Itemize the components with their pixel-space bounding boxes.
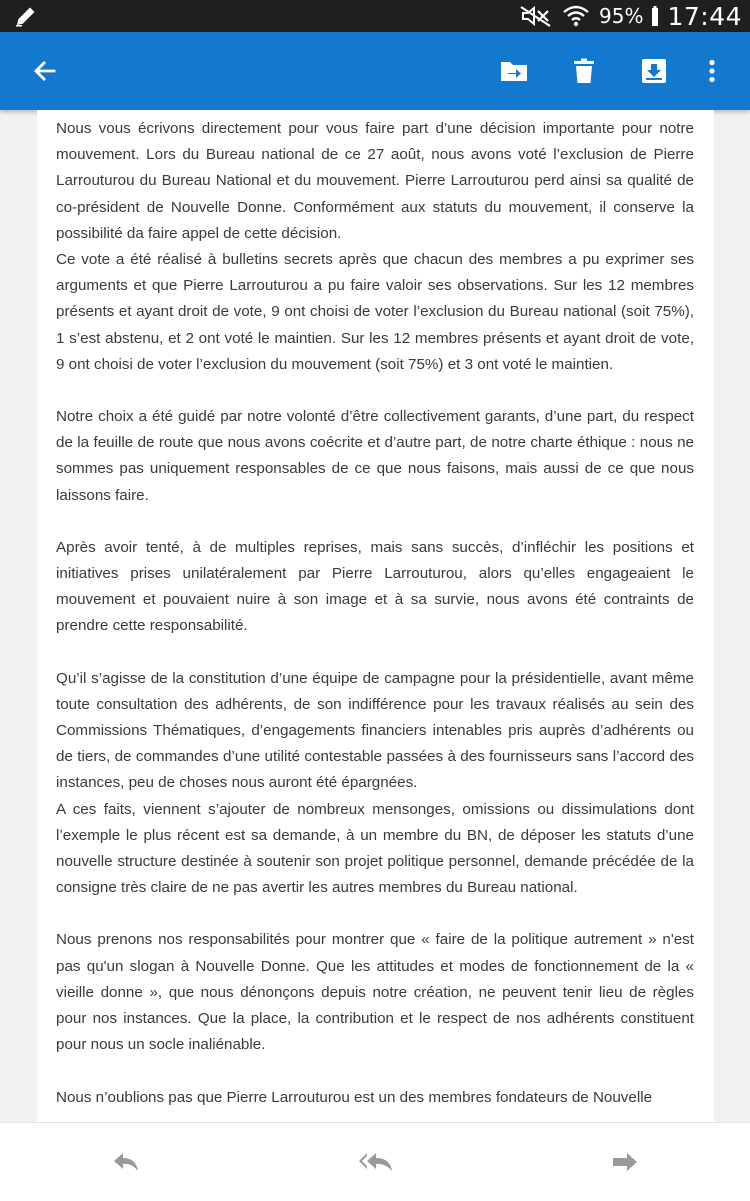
message-paragraph: Après avoir tenté, à de multiples reprises, mais sans succès, d’infléchir les positions et initiatives prises unilatéralement par Pierre Larrouturou, alors qu’elles engageaient le mouvement et pouvaient nuire à son image et à sa survie, nous avons été contraints de prendre cette responsabilité. [56,538,694,635]
delete-button[interactable] [564,51,604,91]
bottom-action-bar [0,1122,750,1201]
archive-button[interactable] [634,51,674,91]
email-toolbar [0,32,750,110]
message-paragraph: Nous vous écrivons directement pour vous faire part d’une décision importante pour notre mouvement. Lors du Bureau national de ce 27 août, nous avons voté l’exclusion de Pierre Larrouturou du Bureau National et du mouvement. Pierre Larrouturou perd ainsi sa qualité de co-président de Nouvelle Donne. Conformément aux statuts du mouvement, il conserve la possibilité da faire appel de cette décision. [56,120,694,242]
edit-notification [14,4,40,33]
battery-level: 95% [599,4,644,28]
status-bar [0,0,750,32]
reply-all-button[interactable] [354,1145,398,1179]
wifi-icon [561,3,591,29]
message-text [37,110,714,1111]
move-to-folder-icon [500,59,528,83]
reply-button[interactable] [108,1145,144,1179]
message-paragraph: Nous prenons nos responsabilités pour montrer que « faire de la politique autrement » n'est pas qu'un slogan à Nouvelle Donne. Que les attitudes et modes de fonctionnement de la « vieille donne », que nous dénonçons depuis notre création, ne peuvent tenir lieu de règles pour nos instances. Que la place, la contribution et le respect de nos adhérents constituent pour nous un socle inaliénable. [56,931,694,1054]
reply-all-icon [359,1152,393,1172]
pencil-icon [14,4,40,28]
delete-icon [573,58,595,84]
more-options-button[interactable] [692,51,732,91]
message-paragraph: A ces faits, viennent s’ajouter de nombreux mensonges, omissions ou dissimulations dont l’exemple le plus récent est sa demande, à un membre du BN, de déposer les statuts d’une nouvelle structure destinée à soutenir son projet politique personnel, demande précédée de la consigne très claire de ne pas avertir les autres membres du Bureau national. [56,800,694,897]
mute-icon [519,4,553,28]
battery-icon [651,5,659,27]
back-button[interactable] [25,51,65,91]
message-paragraph: Qu’il s’agisse de la constitution d’une équipe de campagne pour la présidentielle, avant même toute consultation des adhérents, de son indifférence pour les travaux réalisés au sein des Commissions Thématiques, d’engagements financiers intenables pris auprès d’adhérents ou de tiers, de commandes d’une utilité contestable passées à des fournisseurs sans l’accord des instances, peu de choses nous auront été épargnées. [56,669,694,792]
move-to-folder-button[interactable] [494,51,534,91]
clock: 17:44 [667,1,742,31]
message-body[interactable] [37,110,714,1122]
forward-button[interactable] [607,1145,643,1179]
message-paragraph: Ce vote a été réalisé à bulletins secrets après que chacun des membres a pu exprimer ses arguments et que Pierre Larrouturou a pu faire valoir ses observations. Sur les 12 membres présents et ayant droit de vote, 9 ont choisi de voter l’exclusion du Bureau national (soit 75%), 1 s’est abstenu, et 2 ont voté le maintien. Sur les 12 membres présents et ayant droit de vote, 9 ont choisi de voter l’exclusion du mouvement (soit 75%) et 3 ont voté le maintien. [56,251,694,373]
message-paragraph: Notre choix a été guidé par notre volonté d’être collectivement garants, d’une part, du respect de la feuille de route que nous avons coécrite et d’autre part, de notre charte éthique : nous ne sommes pas uniquement responsables de ce que nous faisons, mais aussi de ce que nous laissons faire. [56,408,694,504]
more-options-icon [708,59,716,83]
back-arrow-icon [32,58,58,84]
archive-icon [641,58,667,84]
reply-icon [113,1152,139,1172]
message-paragraph: Nous n’oublions pas que Pierre Larrouturou est un des membres fondateurs de Nouvelle [56,1088,653,1106]
forward-icon [612,1152,638,1172]
